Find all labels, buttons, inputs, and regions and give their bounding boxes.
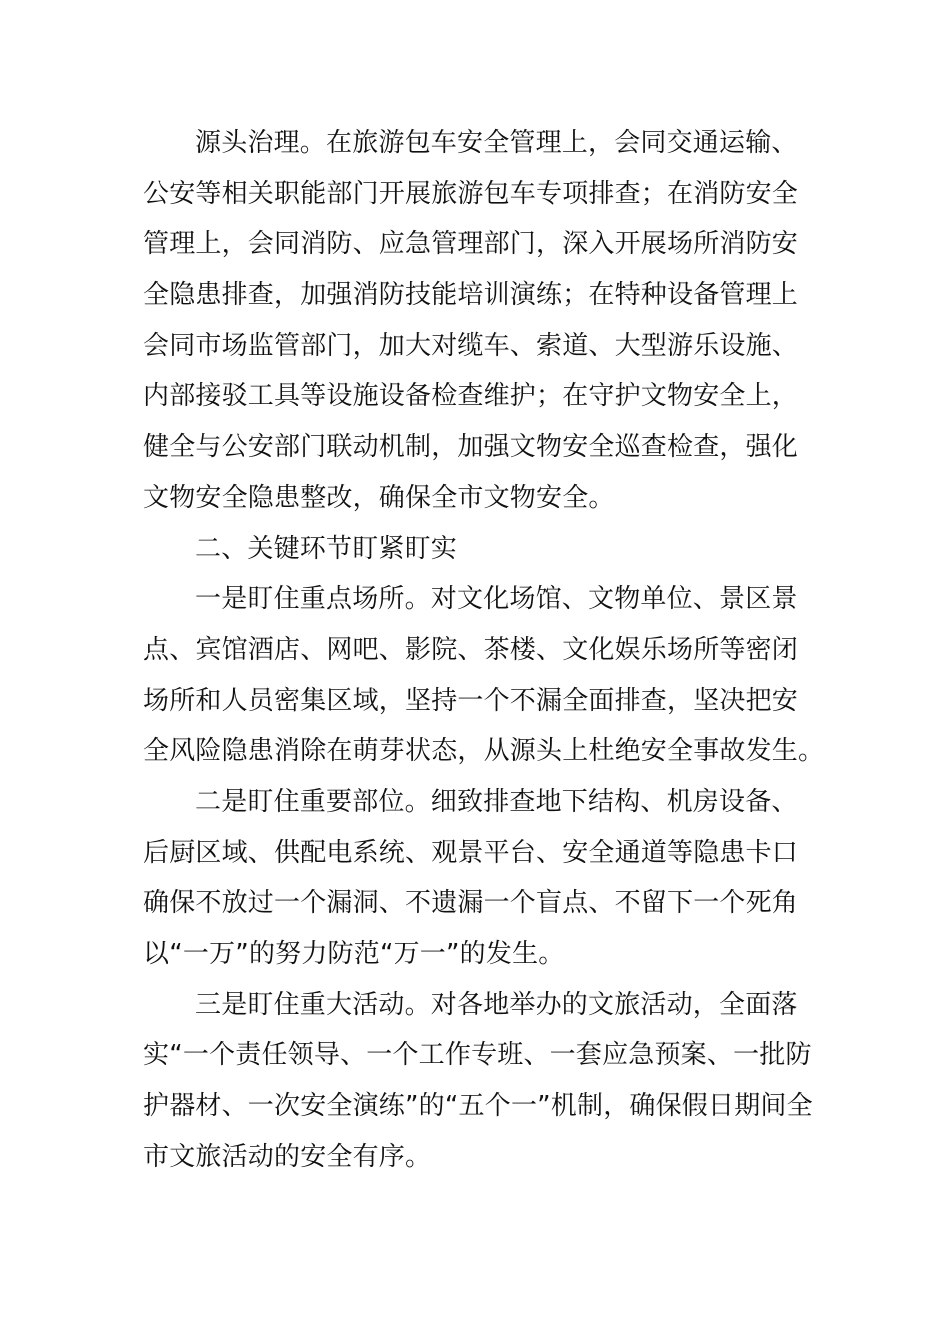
paragraph-4-line-3: 确保不放过一个漏洞、不遗漏一个盲点、不留下一个死角 [143, 888, 799, 919]
paragraph-1-line-8: 文物安全隐患整改，确保全市文物安全。 [143, 482, 615, 513]
paragraph-3-line-2: 点、宾馆酒店、网吧、影院、茶楼、文化娱乐场所等密闭 [143, 634, 799, 665]
paragraph-4-line-1: 二是盯住重要部位。细致排查地下结构、机房设备、 [195, 786, 798, 817]
paragraph-3-line-3: 场所和人员密集区域，坚持一个不漏全面排查，坚决把安 [143, 685, 799, 716]
paragraph-1-line-7: 健全与公安部门联动机制，加强文物安全巡查检查，强化 [143, 432, 799, 463]
paragraph-1-line-5: 会同市场监管部门，加大对缆车、索道、大型游乐设施、 [143, 330, 799, 361]
paragraph-1-line-6: 内部接驳工具等设施设备检查维护；在守护文物安全上， [143, 381, 799, 412]
paragraph-5-line-4: 市文旅活动的安全有序。 [143, 1141, 432, 1172]
paragraph-1-line-1: 源头治理。在旅游包车安全管理上，会同交通运输、 [195, 128, 798, 158]
paragraph-3-line-1: 一是盯住重点场所。对文化场馆、文物单位、景区景 [195, 584, 798, 615]
paragraph-5-line-3: 护器材、一次安全演练”的“五个一”机制，确保假日期间全 [143, 1091, 813, 1122]
paragraph-1-line-4: 全隐患排查，加强消防技能培训演练；在特种设备管理上 [143, 280, 799, 311]
paragraph-5-line-1: 三是盯住重大活动。对各地举办的文旅活动，全面落 [195, 989, 798, 1020]
paragraph-4-line-2: 后厨区域、供配电系统、观景平台、安全通道等隐患卡口 [143, 837, 799, 868]
section-heading: 二、关键环节盯紧盯实 [195, 533, 458, 564]
paragraph-1-line-2: 公安等相关职能部门开展旅游包车专项排查；在消防安全 [143, 178, 799, 209]
paragraph-4-line-4: 以“一万”的努力防范“万一”的发生。 [143, 939, 565, 969]
paragraph-1-line-3: 管理上，会同消防、应急管理部门，深入开展场所消防安 [143, 229, 799, 260]
paragraph-3-line-4: 全风险隐患消除在萌芽状态，从源头上杜绝安全事故发生。 [143, 736, 825, 767]
paragraph-5-line-2: 实“一个责任领导、一个工作专班、一套应急预案、一批防 [143, 1040, 812, 1071]
document-body [143, 118, 825, 1182]
